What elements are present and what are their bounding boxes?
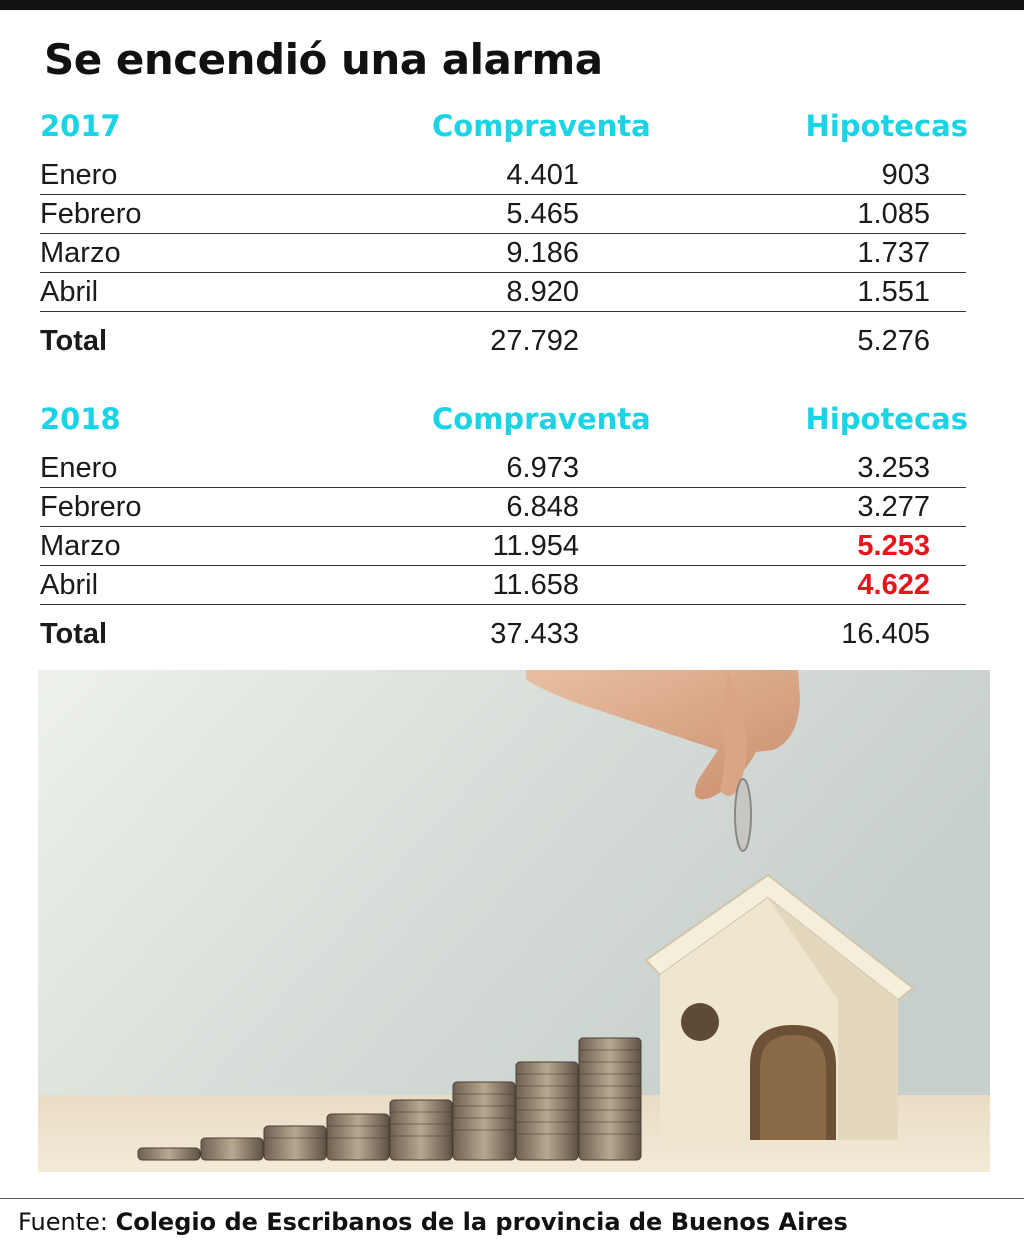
table-row bbox=[0, 527, 1024, 566]
row-compraventa: 5.465 bbox=[506, 198, 579, 230]
total-hipotecas: 5.276 bbox=[857, 325, 930, 357]
row-month: Enero bbox=[40, 159, 118, 191]
year-label: 2017 bbox=[40, 109, 121, 143]
table-header bbox=[0, 106, 1024, 146]
table-row bbox=[0, 195, 1024, 234]
footer-label: Fuente: bbox=[18, 1208, 108, 1236]
total-row bbox=[0, 615, 1024, 654]
row-hipotecas: 903 bbox=[881, 159, 930, 191]
row-compraventa: 6.973 bbox=[506, 452, 579, 484]
row-divider bbox=[40, 604, 966, 605]
total-compraventa: 27.792 bbox=[490, 325, 579, 357]
footer bbox=[18, 1205, 848, 1239]
row-hipotecas: 5.253 bbox=[857, 530, 930, 562]
total-label: Total bbox=[40, 618, 108, 650]
row-month: Abril bbox=[40, 569, 99, 601]
column-header-compraventa: Compraventa bbox=[432, 402, 651, 436]
page-title: Se encendió una alarma bbox=[44, 35, 603, 84]
row-hipotecas: 1.737 bbox=[857, 237, 930, 269]
column-header-compraventa: Compraventa bbox=[432, 109, 651, 143]
row-compraventa: 9.186 bbox=[506, 237, 579, 269]
row-hipotecas: 3.253 bbox=[857, 452, 930, 484]
row-month: Abril bbox=[40, 276, 99, 308]
column-header-hipotecas: Hipotecas bbox=[805, 402, 968, 436]
coins-house-photo bbox=[38, 670, 990, 1172]
row-month: Febrero bbox=[40, 198, 142, 230]
year-label: 2018 bbox=[40, 402, 121, 436]
row-hipotecas: 1.551 bbox=[857, 276, 930, 308]
table-row bbox=[0, 488, 1024, 527]
total-compraventa: 37.433 bbox=[490, 618, 579, 650]
table-row bbox=[0, 156, 1024, 195]
row-hipotecas: 1.085 bbox=[857, 198, 930, 230]
row-month: Marzo bbox=[40, 530, 121, 562]
table-row bbox=[0, 566, 1024, 605]
row-compraventa: 4.401 bbox=[506, 159, 579, 191]
table-row bbox=[0, 273, 1024, 312]
row-compraventa: 11.658 bbox=[492, 569, 579, 601]
row-compraventa: 6.848 bbox=[506, 491, 579, 523]
table-row bbox=[0, 234, 1024, 273]
row-compraventa: 8.920 bbox=[506, 276, 579, 308]
row-hipotecas: 3.277 bbox=[857, 491, 930, 523]
footer-divider bbox=[0, 1198, 1024, 1199]
table-row bbox=[0, 449, 1024, 488]
top-bar bbox=[0, 0, 1024, 10]
row-month: Marzo bbox=[40, 237, 121, 269]
total-row bbox=[0, 322, 1024, 361]
row-hipotecas: 4.622 bbox=[857, 569, 930, 601]
footer-source: Colegio de Escribanos de la provincia de Buenos Aires bbox=[115, 1208, 848, 1236]
row-compraventa: 11.954 bbox=[492, 530, 579, 562]
row-month: Febrero bbox=[40, 491, 142, 523]
total-hipotecas: 16.405 bbox=[841, 618, 930, 650]
row-month: Enero bbox=[40, 452, 118, 484]
row-divider bbox=[40, 311, 966, 312]
table-header bbox=[0, 399, 1024, 439]
column-header-hipotecas: Hipotecas bbox=[805, 109, 968, 143]
total-label: Total bbox=[40, 325, 108, 357]
coins-house-icon bbox=[38, 670, 990, 1172]
